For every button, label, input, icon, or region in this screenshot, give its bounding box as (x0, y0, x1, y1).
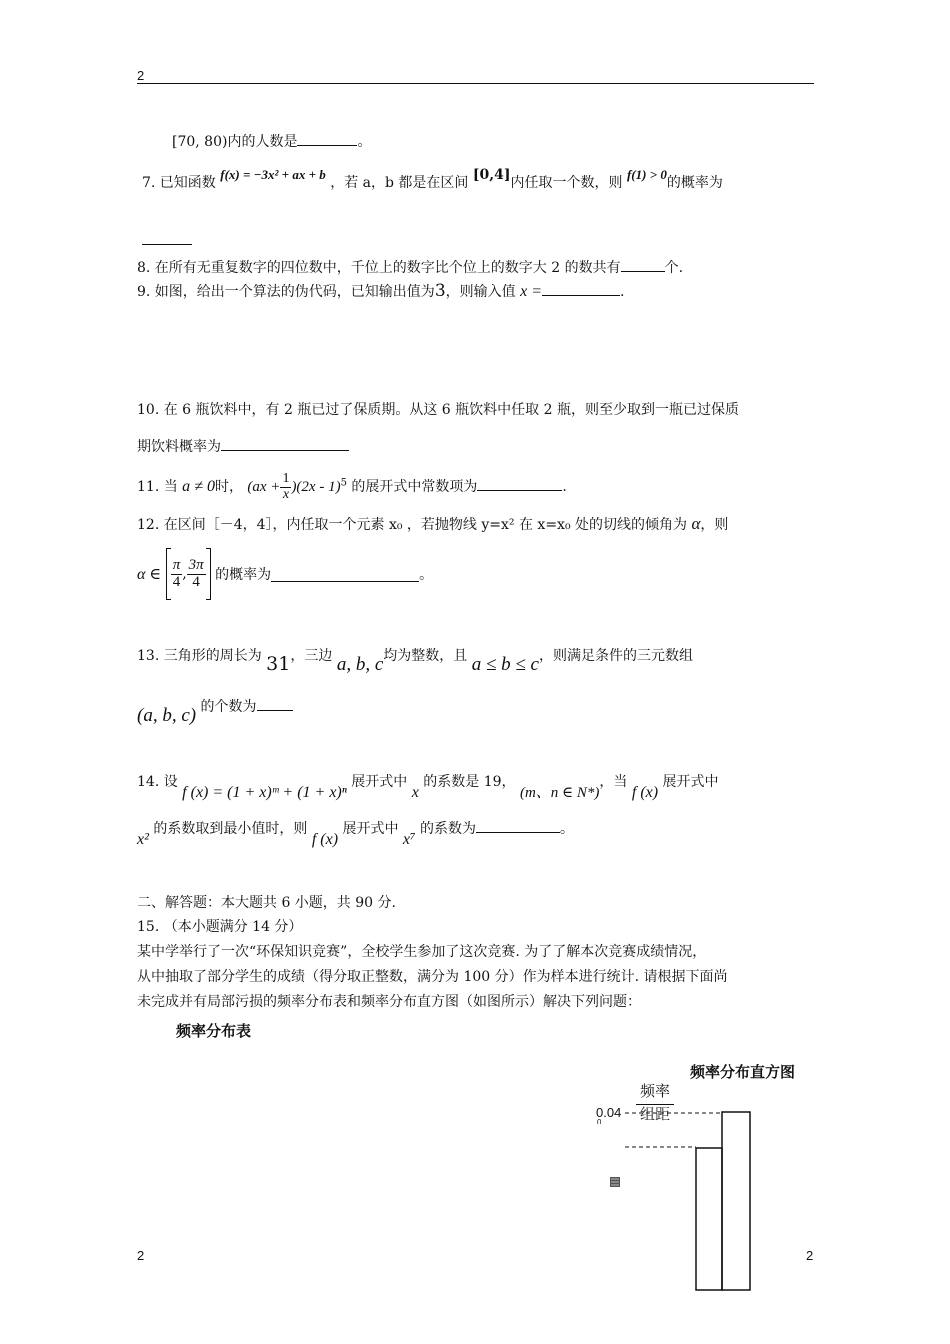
question-15-line3: 未完成并有局部污损的频率分布表和频率分布直方图（如图所示）解决下列问题： (137, 994, 641, 1010)
header-page-number: 2 (137, 68, 145, 83)
fraction-pi-over-4: $\frac{\pi}{4}$ (172, 556, 181, 590)
question-10-line1: 10. 在 6 瓶饮料中，有 2 瓶已过了保质期。从这 6 瓶饮料中任取 2 瓶，则至少取到一瓶已过保质 (137, 402, 739, 418)
section-2-title: 二、解答题：本大题共 6 小题，共 90 分. (137, 895, 396, 911)
answer-blank (271, 567, 419, 582)
question-14-line2: x² 的系数取到最小值时，则 f (x) 展开式中 x⁷ 的系数为 。 (137, 818, 574, 854)
histogram-bar (722, 1112, 750, 1290)
frequency-table-title: 频率分布表 (176, 1023, 252, 1040)
answer-blank (621, 257, 665, 272)
question-7: 7. 已知函数 f(x) = −3x² + ax + b ，若 a，b 都是在区间 [0,4]内任取一个数，则 f(1) > 0的概率为 (142, 167, 723, 191)
q7-function: f(x) = −3x² + ax + b (220, 167, 326, 182)
question-9: 9. 如图，给出一个算法的伪代码，已知输出值为3，则输入值 x = . (137, 281, 625, 301)
histogram-ylabel-numerator: 频率 (640, 1082, 671, 1100)
q6-continuation: [70, 80)内的人数是 。 (172, 131, 371, 151)
y-tick-label-tail: 0 (597, 1118, 602, 1124)
question-13-line2: (a, b, c) 的个数为 (137, 695, 293, 717)
q7-interval: [0,4] (472, 167, 511, 183)
answer-blank (542, 281, 620, 296)
answer-blank (297, 131, 357, 146)
histogram-title: 频率分布直方图 (690, 1064, 796, 1081)
question-11: 11. 当 a ≠ 0时， (ax + $\frac{1}{x}$ )(2x - 1)$^5$ 的展开式中常数项为 . (137, 471, 567, 502)
answer-blank (257, 696, 293, 711)
histogram-plot (590, 1100, 820, 1300)
question-13-line1: 13. 三角形的周长为 31，三边 a, b, c均为整数，且 a ≤ b ≤ c，则满足条件的三元数组 (137, 648, 693, 675)
question-12-line1: 12. 在区间［－4，4］，内任取一个元素 x₀ ，若抛物线 y=x² 在 x=x₀ 处的切线的倾角为 α，则 (137, 514, 729, 533)
question-15-line1: 某中学举行了一次“环保知识竞赛”，全校学生参加了这次竞赛. 为了了解本次竞赛成绩情况， (137, 944, 707, 960)
histogram-ylabel-denominator: 组距 (640, 1105, 671, 1123)
footer-page-number-left: 2 (137, 1248, 145, 1263)
question-15-line2: 从中抽取了部分学生的成绩（得分取正整数，满分为 100 分）作为样本进行统计. 请根据下面尚 (137, 969, 728, 985)
question-10-line2: 期饮料概率为 (137, 436, 349, 456)
q7-answer-blank (142, 230, 192, 249)
question-8: 8. 在所有无重复数字的四位数中，千位上的数字比个位上的数字大 2 的数共有 个. (137, 257, 683, 277)
fraction-1-over-x: $\frac{1}{x}$ (282, 471, 290, 502)
question-14-line1: 14. 设 f (x) = (1 + x)ᵐ + (1 + x)ⁿ 展开式中 x 的系数是 19， (m、n ∈ N*)，当 f (x) 展开式中 (137, 774, 719, 801)
question-15-title: 15. （本小题满分 14 分） (137, 919, 303, 935)
answer-blank (477, 476, 562, 491)
footer-page-number-right: 2 (806, 1248, 814, 1263)
answer-blank (476, 818, 560, 833)
histogram-bar (696, 1148, 722, 1290)
question-12-line2: α ∈ $\frac{\pi}{4}$ , $\frac{3\pi}{4}$ 的概率为 。 (137, 548, 433, 604)
answer-blank (221, 436, 349, 451)
header-rule (137, 83, 814, 84)
fraction-3pi-over-4: $\frac{3\pi}{4}$ (188, 556, 204, 590)
y-tick-label: 0.04 (596, 1105, 622, 1120)
q7-condition: f(1) > 0 (626, 167, 667, 182)
